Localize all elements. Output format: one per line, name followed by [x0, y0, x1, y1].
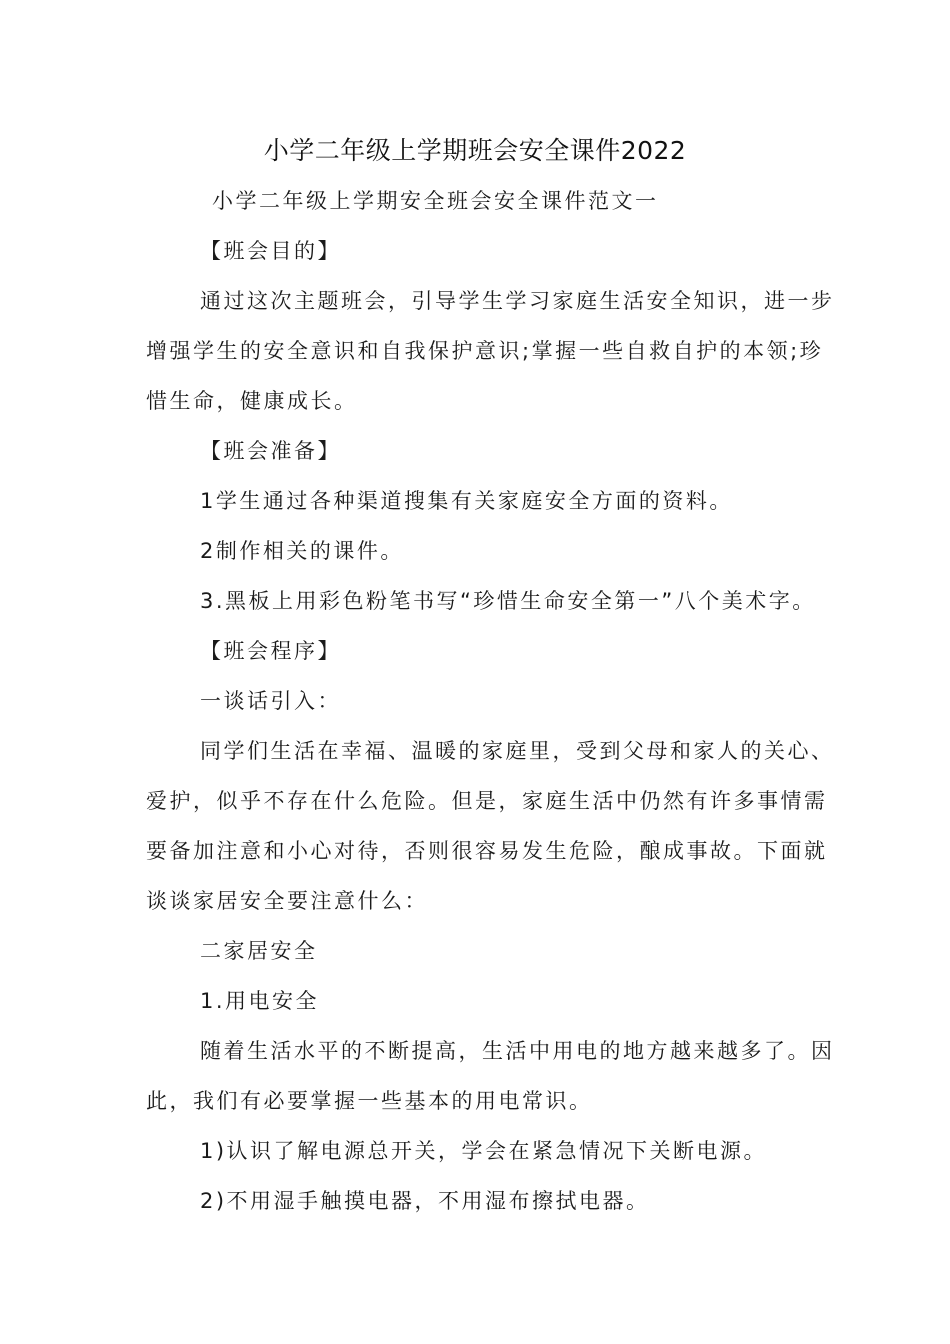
document-title: 小学二年级上学期班会安全课件2022	[263, 136, 687, 165]
paragraph-line: 爱护，似乎不存在什么危险。但是，家庭生活中仍然有许多事情需	[146, 789, 828, 813]
list-item: 2制作相关的课件。	[200, 539, 404, 563]
list-item: 1)认识了解电源总开关，学会在紧急情况下关断电源。	[200, 1139, 768, 1163]
paragraph-line: 此，我们有必要掌握一些基本的用电常识。	[146, 1089, 593, 1113]
subsection-heading: 1.用电安全	[200, 989, 320, 1013]
subsection-heading: 二家居安全	[200, 939, 318, 963]
list-item: 2)不用湿手触摸电器，不用湿布擦拭电器。	[200, 1189, 650, 1213]
section-heading-purpose: 【班会目的】	[200, 239, 341, 263]
list-item: 1学生通过各种渠道搜集有关家庭安全方面的资料。	[200, 489, 733, 513]
paragraph-line: 要备加注意和小心对待，否则很容易发生危险，酿成事故。下面就	[146, 839, 828, 863]
document-subtitle: 小学二年级上学期安全班会安全课件范文一	[212, 189, 659, 213]
paragraph-line: 增强学生的安全意识和自我保护意识;掌握一些自救自护的本领;珍	[146, 339, 824, 363]
section-heading-procedure: 【班会程序】	[200, 639, 341, 663]
section-heading-preparation: 【班会准备】	[200, 439, 341, 463]
paragraph-line: 谈谈家居安全要注意什么：	[146, 889, 428, 913]
paragraph-line: 同学们生活在幸福、温暖的家庭里，受到父母和家人的关心、	[200, 739, 835, 763]
paragraph-line: 通过这次主题班会，引导学生学习家庭生活安全知识，进一步	[200, 289, 835, 313]
paragraph-line: 随着生活水平的不断提高，生活中用电的地方越来越多了。因	[200, 1039, 835, 1063]
list-item: 3.黑板上用彩色粉笔书写“珍惜生命安全第一”八个美术字。	[200, 589, 816, 613]
subsection-heading: 一谈话引入：	[200, 689, 341, 713]
paragraph-line: 惜生命，健康成长。	[146, 389, 358, 413]
